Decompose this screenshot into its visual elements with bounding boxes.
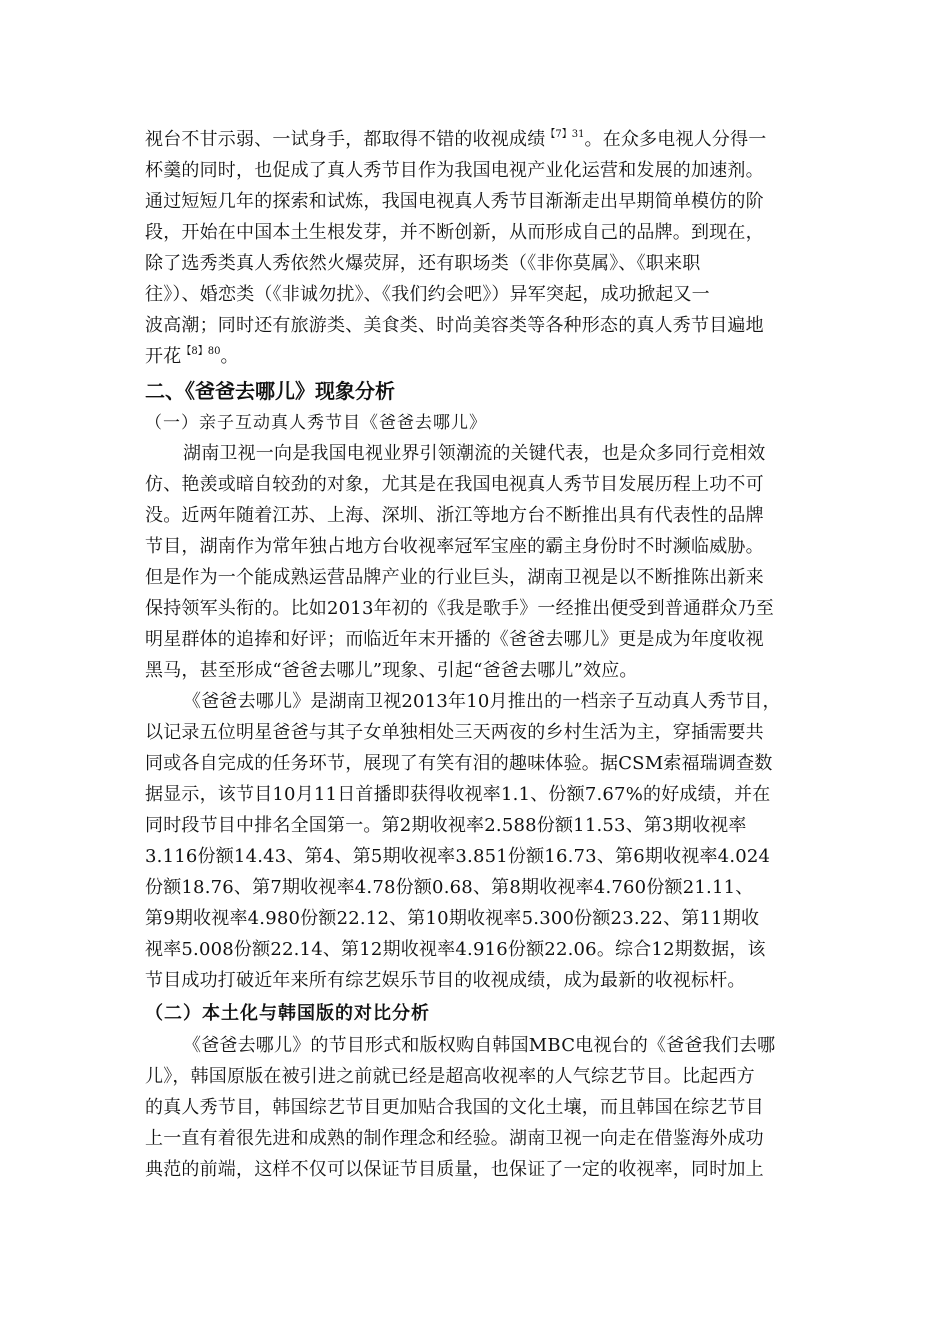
text-line: 据显示，该节目10月11日首播即获得收视率1.1、份额7.67%的好成绩，并在 (145, 784, 771, 805)
subsection-heading-1: （一）亲子互动真人秀节目《爸爸去哪儿》 (145, 413, 487, 433)
text-span: 视台不甘示弱、一试身手，都取得不错的收视成绩 (145, 129, 546, 150)
text-line: 同时段节目中排名全国第一。第2期收视率2.588份额11.53、第3期收视率 (145, 815, 747, 836)
text-span: 。 (220, 346, 239, 367)
text-line: 的真人秀节目，韩国综艺节目更加贴合我国的文化土壤，而且韩国在综艺节目 (145, 1097, 764, 1118)
citation-ref: 【7】31 (545, 129, 585, 140)
text-line: 明星群体的追捧和好评；而临近年末开播的《爸爸去哪儿》更是成为年度收视 (145, 629, 764, 650)
text-line: 保持领军头衔的。比如2013年初的《我是歌手》一经推出便受到普通群众乃至 (145, 598, 775, 619)
text-line: 杯羹的同时，也促成了真人秀节目作为我国电视产业化运营和发展的加速剂。 (145, 160, 764, 181)
text-line: 但是作为一个能成熟运营品牌产业的行业巨头，湖南卫视是以不断推陈出新来 (145, 567, 764, 588)
text-line: 第9期收视率4.980份额22.12、第10期收视率5.300份额23.22、第11期收 (145, 908, 760, 929)
text-span: 。在众多电视人分得一 (584, 129, 767, 150)
section-heading: 二、《爸爸去哪儿》现象分析 (145, 379, 395, 403)
text-line: 往》）、婚恋类（《非诚勿扰》、《我们约会吧》）异军突起，成功掀起又一 (145, 284, 710, 305)
paragraph-korean-version (145, 1030, 805, 1185)
text-line (145, 341, 805, 372)
subsection-heading-2: （二）本土化与韩国版的对比分析 (145, 1003, 430, 1024)
text-line: 以记录五位明星爸爸与其子女单独相处三天两夜的乡村生活为主，穿插需要共 (145, 722, 764, 743)
citation-ref: 【8】80 (181, 346, 221, 357)
text-line: 仿、艳羡或暗自较劲的对象，尤其是在我国电视真人秀节目发展历程上功不可 (145, 474, 764, 495)
paragraph-hunan-tv (145, 438, 805, 686)
text-line: 波高潮；同时还有旅游类、美食类、时尚美容类等各种形态的真人秀节目遍地 (145, 315, 764, 336)
text-line: 《爸爸去哪儿》的节目形式和版权购自韩国MBC电视台的《爸爸我们去哪 (183, 1035, 776, 1056)
text-line: 儿》，韩国原版在被引进之前就已经是超高收视率的人气综艺节目。比起西方 (145, 1066, 755, 1087)
text-line: 典范的前端，这样不仅可以保证节目质量，也保证了一定的收视率，同时加上 (145, 1159, 764, 1180)
text-line: 视率5.008份额22.14、第12期收视率4.916份额22.06。综合12期数据，该 (145, 939, 766, 960)
text-line: 湖南卫视一向是我国电视业界引领潮流的关键代表，也是众多同行竞相效 (183, 443, 766, 464)
text-line: 份额18.76、第7期收视率4.78份额0.68、第8期收视率4.760份额21.11、 (145, 877, 754, 898)
text-line: 《爸爸去哪儿》是湖南卫视2013年10月推出的一档亲子互动真人秀节目， (183, 691, 781, 712)
text-line (145, 124, 805, 155)
text-line: 段，开始在中国本土生根发芽，并不断创新，从而形成自己的品牌。到现在， (145, 222, 764, 243)
text-line: 没。近两年随着江苏、上海、深圳、浙江等地方台不断推出具有代表性的品牌 (145, 505, 764, 526)
paragraph-ratings (145, 686, 805, 996)
text-line: 3.116份额14.43、第4、第5期收视率3.851份额16.73、第6期收视率4.024 (145, 846, 771, 867)
text-line: 黑马，甚至形成“爸爸去哪儿”现象、引起“爸爸去哪儿”效应。 (145, 660, 638, 681)
document-page (145, 124, 805, 1185)
intro-paragraph (145, 124, 805, 372)
text-line: 上一直有着很先进和成熟的制作理念和经验。湖南卫视一向走在借鉴海外成功 (145, 1128, 764, 1149)
text-span: 开花 (145, 346, 182, 367)
text-line: 节目成功打破近年来所有综艺娱乐节目的收视成绩，成为最新的收视标杆。 (145, 970, 746, 991)
text-line: 同或各自完成的任务环节，展现了有笑有泪的趣味体验。据CSM索福瑞调查数 (145, 753, 773, 774)
text-line: 通过短短几年的探索和试炼，我国电视真人秀节目渐渐走出早期简单模仿的阶 (145, 191, 764, 212)
text-line: 节目，湖南作为常年独占地方台收视率冠军宝座的霸主身份时不时濒临威胁。 (145, 536, 764, 557)
text-line: 除了选秀类真人秀依然火爆荧屏，还有职场类（《非你莫属》、《职来职 (145, 253, 701, 274)
